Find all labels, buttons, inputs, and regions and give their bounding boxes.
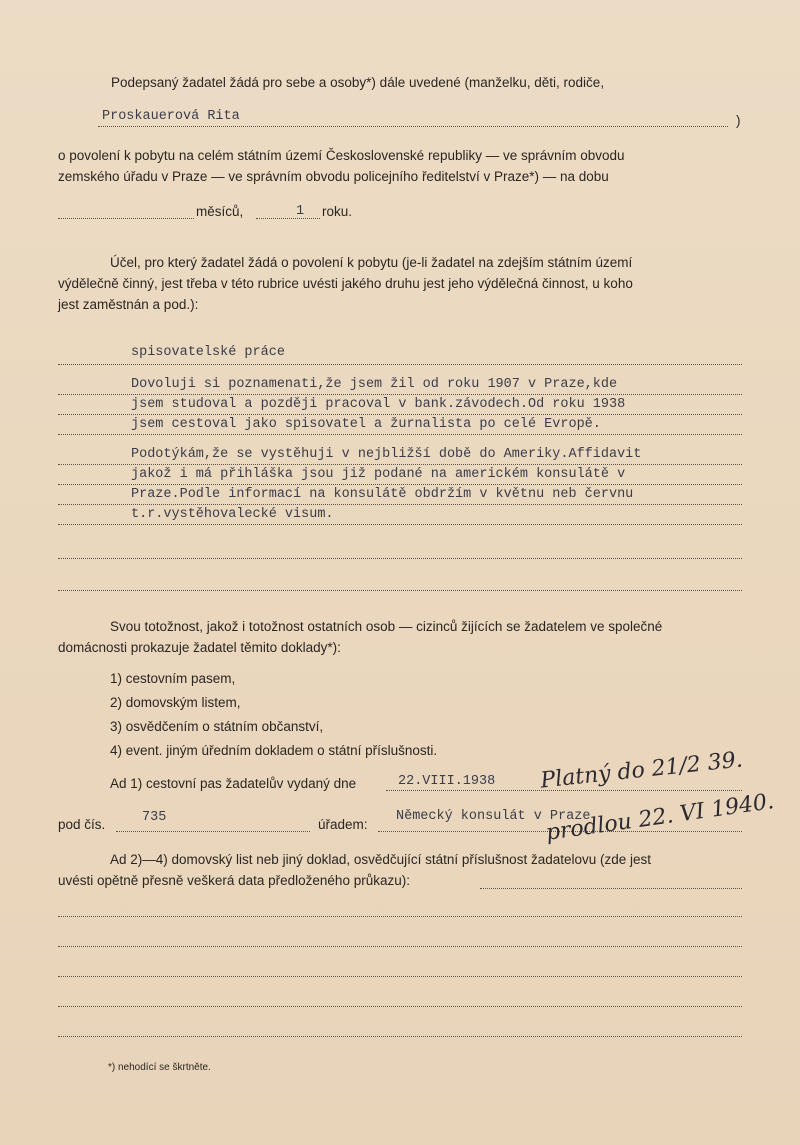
- home-list-line-1: Ad 2)—4) domovský list neb jiný doklad, osvědčující státní příslušnost žadatelovu (zde jest: [110, 852, 652, 867]
- purpose-typed-2[interactable]: jsem studoval a později pracoval v bank.závodech.Od roku 1938: [131, 397, 626, 412]
- months-label: měsíců,: [196, 204, 244, 219]
- document-item-4: 4) event. jiným úředním dokladem o státní příslušnosti.: [110, 743, 438, 758]
- permit-line-1: o povolení k pobytu na celém státním území Československé republiky — ve správním obvodu: [58, 148, 625, 163]
- purpose-typed-4[interactable]: Podotýkám,že se vystěhuji v nejbližší době do Ameriky.Affidavit: [131, 447, 642, 462]
- intro-text: Podepsaný žadatel žádá pro sebe a osoby*) dále uvedené (manželku, děti, rodiče,: [111, 75, 605, 90]
- handwritten-extension-note: prodlou 22. VI 1940.: [544, 789, 776, 846]
- passport-date[interactable]: 22.VIII.1938: [398, 774, 496, 789]
- document-item-1: 1) cestovním pasem,: [110, 671, 236, 686]
- purpose-typed-0[interactable]: spisovatelské práce: [131, 345, 285, 360]
- purpose-typed-5[interactable]: jakož i má přihláška jsou již podané na americkém konsulátě v: [131, 467, 626, 482]
- years-value[interactable]: 1: [296, 204, 305, 219]
- closing-paren: ): [736, 113, 741, 128]
- purpose-line-1: Účel, pro který žadatel žádá o povolení k pobytu (je-li žadatel na zdejším státním území: [110, 255, 633, 270]
- purpose-line-3: jest zaměstnán a pod.):: [58, 297, 199, 312]
- permit-line-2: zemského úřadu v Praze — ve správním obvodu policejního ředitelství v Praze*) — na dobu: [58, 169, 609, 184]
- purpose-typed-1[interactable]: Dovoluji si poznamenati,že jsem žil od roku 1907 v Praze,kde: [131, 377, 618, 392]
- office-label: úřadem:: [318, 817, 368, 832]
- identity-line-1: Svou totožnost, jakož i totožnost ostatních osob — cizinců žijících se žadatelem ve společné: [110, 619, 663, 634]
- passport-no-label: pod čís.: [58, 817, 106, 832]
- home-list-line-2: uvésti opětně přesně veškerá data předloženého průkazu):: [58, 873, 410, 888]
- handwritten-validity-note: Platný do 21/2 39.: [539, 747, 744, 794]
- footnote: *) nehodící se škrtněte.: [108, 1062, 211, 1073]
- identity-line-2: domácnosti prokazuje žadatel těmito doklady*):: [58, 640, 341, 655]
- document-item-3: 3) osvědčením o státním občanství,: [110, 719, 324, 734]
- purpose-typed-7[interactable]: t.r.vystěhovalecké visum.: [131, 507, 334, 522]
- purpose-line-2: výdělečně činný, jest třeba v této rubrice uvésti jakého druhu jest jeho výdělečná činnost, u koho: [58, 276, 633, 291]
- years-label: roku.: [322, 204, 353, 219]
- years-field[interactable]: [256, 200, 320, 219]
- office-value[interactable]: Německý konsulát v Praze: [396, 809, 591, 824]
- applicant-name[interactable]: Proskauerová Rita: [102, 109, 240, 124]
- passport-no[interactable]: 735: [142, 810, 167, 825]
- purpose-typed-3[interactable]: jsem cestoval jako spisovatel a žurnalista po celé Evropě.: [131, 417, 601, 432]
- document-item-2: 2) domovským listem,: [110, 695, 241, 710]
- months-field[interactable]: [58, 200, 194, 219]
- passport-label: Ad 1) cestovní pas žadatelův vydaný dne: [110, 776, 357, 791]
- purpose-typed-6[interactable]: Praze.Podle informací na konsulátě obdržím v květnu neb červnu: [131, 487, 634, 502]
